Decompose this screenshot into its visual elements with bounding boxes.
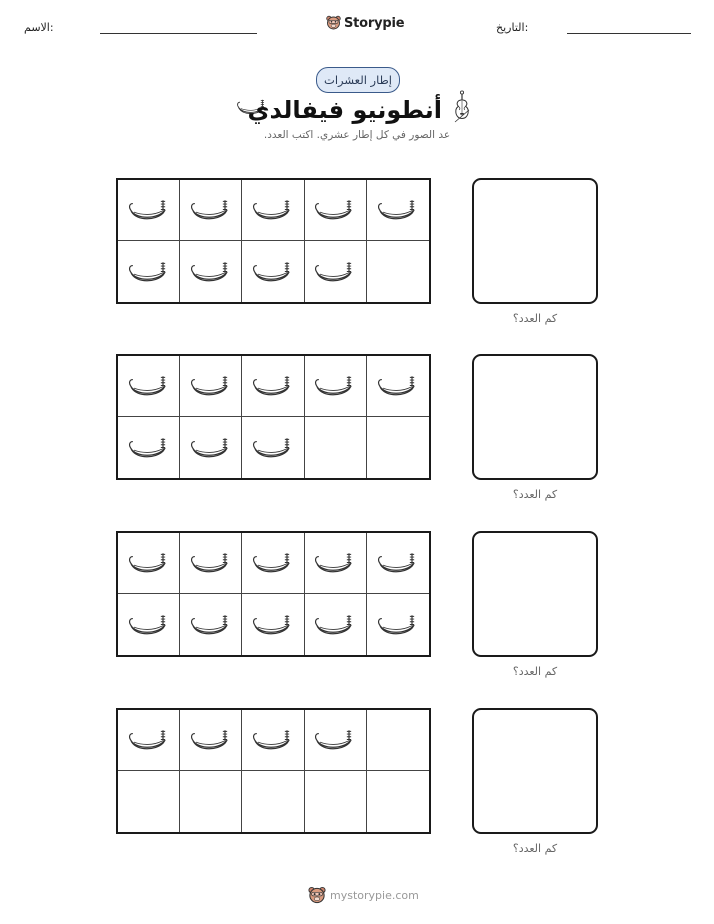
worksheet-type-badge: إطار العشرات [316,67,400,93]
ten-frame-cell [118,180,180,241]
ten-frame-cell [180,180,242,241]
gondola-icon [189,434,233,462]
ten-frame-cell [367,417,429,478]
ten-frame-cell [367,356,429,417]
page-title: أنطونيو فيفالدي [247,96,442,124]
brand-logo [326,13,404,33]
gondola-icon [251,196,295,224]
bear-mascot-icon [326,15,341,31]
gondola-icon [251,434,295,462]
gondola-icon [127,434,171,462]
gondola-icon [127,611,171,639]
ten-frame-cell [305,356,367,417]
gondola-icon [189,258,233,286]
ten-frame-cell [118,356,180,417]
gondola-icon [127,549,171,577]
gondola-icon [189,726,233,754]
ten-frame-cell [180,417,242,478]
ten-frame-cell [242,710,304,771]
answer-box-1[interactable] [472,178,598,304]
ten-frame-cell [367,533,429,594]
ten-frame-cell [118,594,180,655]
ten-frame-cell [180,710,242,771]
gondola-icon [251,726,295,754]
bear-mascot-icon [308,886,326,905]
question-label-1: كم العدد؟ [512,312,558,325]
footer-url[interactable]: mystorypie.com [330,888,419,902]
gondola-icon [376,196,420,224]
gondola-icon [313,611,357,639]
date-label: التاريخ: [496,21,529,34]
ten-frame-cell [367,710,429,771]
ten-frame-4 [116,708,431,834]
gondola-icon [251,372,295,400]
ten-frame-cell [118,417,180,478]
ten-frame-cell [180,594,242,655]
answer-box-4[interactable] [472,708,598,834]
ten-frame-cell [242,180,304,241]
violin-icon [452,90,472,124]
ten-frame-cell [305,710,367,771]
ten-frame-cell [305,417,367,478]
ten-frame-cell [180,533,242,594]
ten-frame-cell [118,771,180,832]
question-label-2: كم العدد؟ [512,488,558,501]
gondola-icon [313,726,357,754]
ten-frame-2 [116,354,431,480]
ten-frame-cell [118,241,180,302]
gondola-icon [189,611,233,639]
ten-frame-cell [180,241,242,302]
ten-frame-cell [242,417,304,478]
ten-frame-cell [242,241,304,302]
question-label-3: كم العدد؟ [512,665,558,678]
instructions: عد الصور في كل إطار عشري. اكتب العدد. [263,129,451,141]
gondola-icon [251,611,295,639]
ten-frame-cell [367,241,429,302]
ten-frame-3 [116,531,431,657]
gondola-icon [189,549,233,577]
ten-frame-cell [180,771,242,832]
ten-frame-cell [305,241,367,302]
gondola-icon [376,372,420,400]
ten-frame-cell [118,710,180,771]
gondola-icon [189,372,233,400]
ten-frame-cell [305,594,367,655]
ten-frame-cell [242,771,304,832]
gondola-icon [127,196,171,224]
ten-frame-cell [305,180,367,241]
ten-frame-cell [367,180,429,241]
ten-frame-cell [242,533,304,594]
gondola-icon [313,549,357,577]
gondola-icon [189,196,233,224]
answer-box-3[interactable] [472,531,598,657]
gondola-icon [127,258,171,286]
ten-frame-cell [305,771,367,832]
gondola-icon [251,549,295,577]
ten-frame-cell [305,533,367,594]
brand-name: Storypie [344,15,405,31]
ten-frame-cell [242,594,304,655]
gondola-icon [127,726,171,754]
date-line[interactable] [567,33,691,34]
ten-frame-1 [116,178,431,304]
gondola-icon [251,258,295,286]
gondola-icon [376,549,420,577]
ten-frame-cell [367,594,429,655]
ten-frame-cell [180,356,242,417]
gondola-icon [313,372,357,400]
gondola-icon [313,196,357,224]
gondola-icon [127,372,171,400]
gondola-icon [313,258,357,286]
name-line[interactable] [100,33,257,34]
gondola-icon [376,611,420,639]
ten-frame-cell [367,771,429,832]
ten-frame-cell [118,533,180,594]
question-label-4: كم العدد؟ [512,842,558,855]
name-label: الاسم: [24,21,54,34]
answer-box-2[interactable] [472,354,598,480]
footer [308,884,419,906]
ten-frame-cell [242,356,304,417]
